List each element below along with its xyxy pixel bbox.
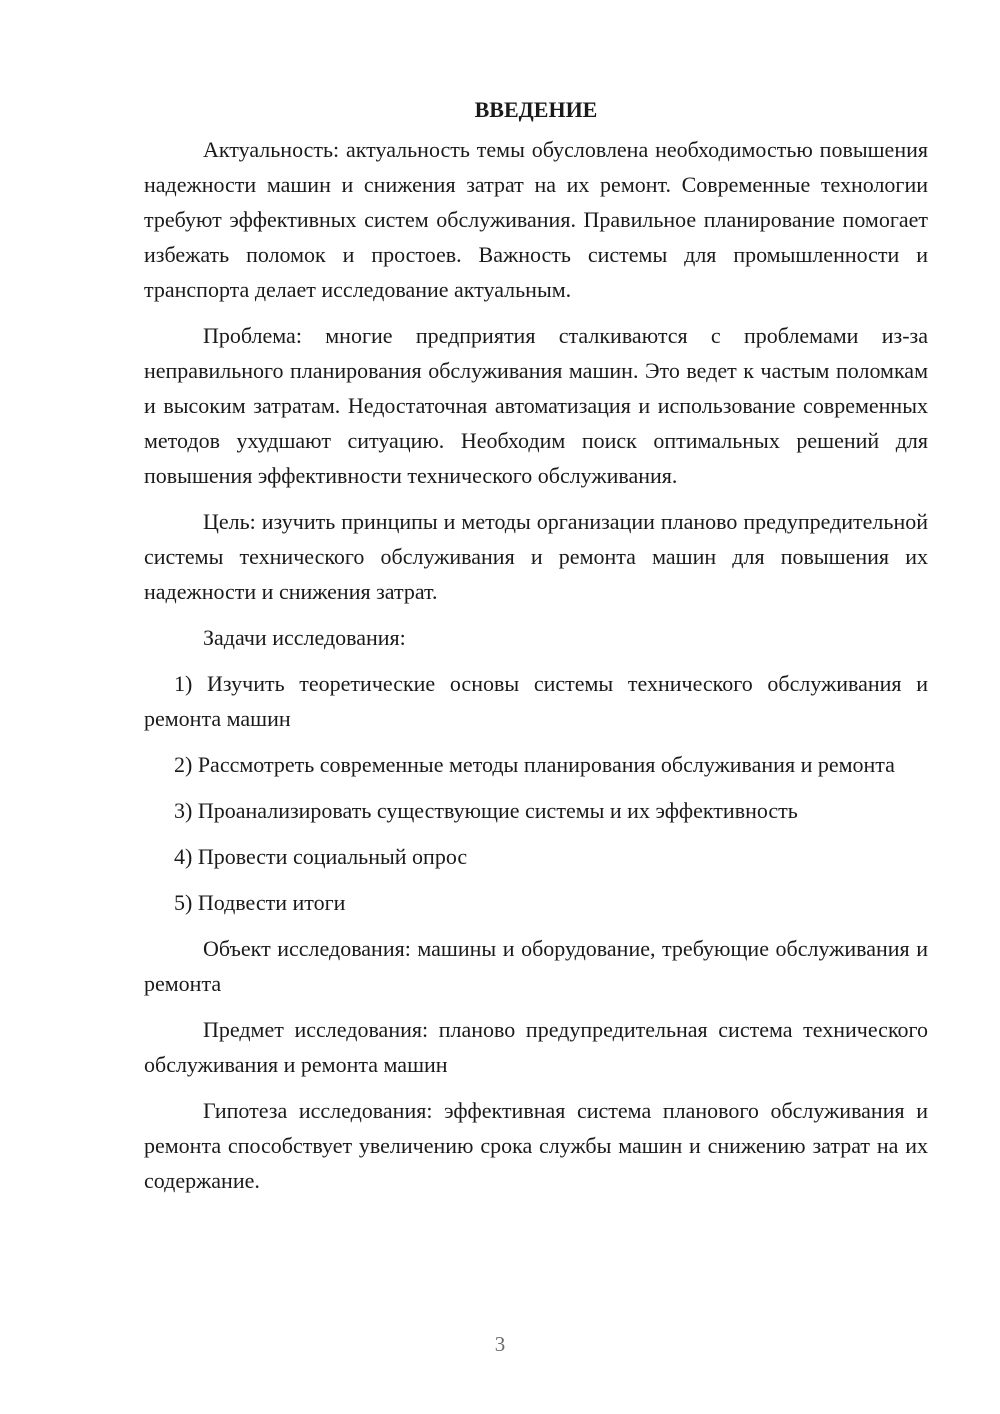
paragraph-relevance: Актуальность: актуальность темы обусловлена необходимостью повышения надежности машин и снижения затрат на их ремонт. Современные технологии требуют эффективных систем обслуживания. Правильное планирование помогает избежать поломок и простоев. Важность системы для промышленности и транспорта делает исследование актуальным. [144, 137, 928, 302]
task-item: 1) Изучить теоретические основы системы технического обслуживания и ремонта машин [144, 671, 928, 731]
paragraph-hypothesis: Гипотеза исследования: эффективная система планового обслуживания и ремонта способствует увеличению срока службы машин и снижению затрат на их содержание. [144, 1098, 928, 1193]
paragraph-object: Объект исследования: машины и оборудование, требующие обслуживания и ремонта [144, 936, 928, 996]
page-number: 3 [494, 1332, 506, 1356]
document-body [144, 92, 928, 1209]
paragraph-goal: Цель: изучить принципы и методы организации планово предупредительной системы технического обслуживания и ремонта машин для повышения их надежности и снижения затрат. [144, 509, 928, 604]
task-item: 5) Подвести итоги [174, 890, 346, 915]
task-item: 2) Рассмотреть современные методы планирования обслуживания и ремонта [174, 752, 895, 777]
task-item: 3) Проанализировать существующие системы и их эффективность [174, 798, 798, 823]
paragraph-tasks-heading: Задачи исследования: [203, 625, 406, 650]
paragraph-problem: Проблема: многие предприятия сталкиваются с проблемами из-за неправильного планирования обслуживания машин. Это ведет к частым поломкам и высоким затратам. Недостаточная автоматизация и использование современных методов ухудшают ситуацию. Необходим поиск оптимальных решений для повышения эффективности технического обслуживания. [144, 323, 928, 488]
task-item: 4) Провести социальный опрос [174, 844, 468, 869]
page-title: ВВЕДЕНИЕ [474, 97, 598, 122]
paragraph-subject: Предмет исследования: планово предупредительная система технического обслуживания и ремонта машин [144, 1017, 928, 1077]
